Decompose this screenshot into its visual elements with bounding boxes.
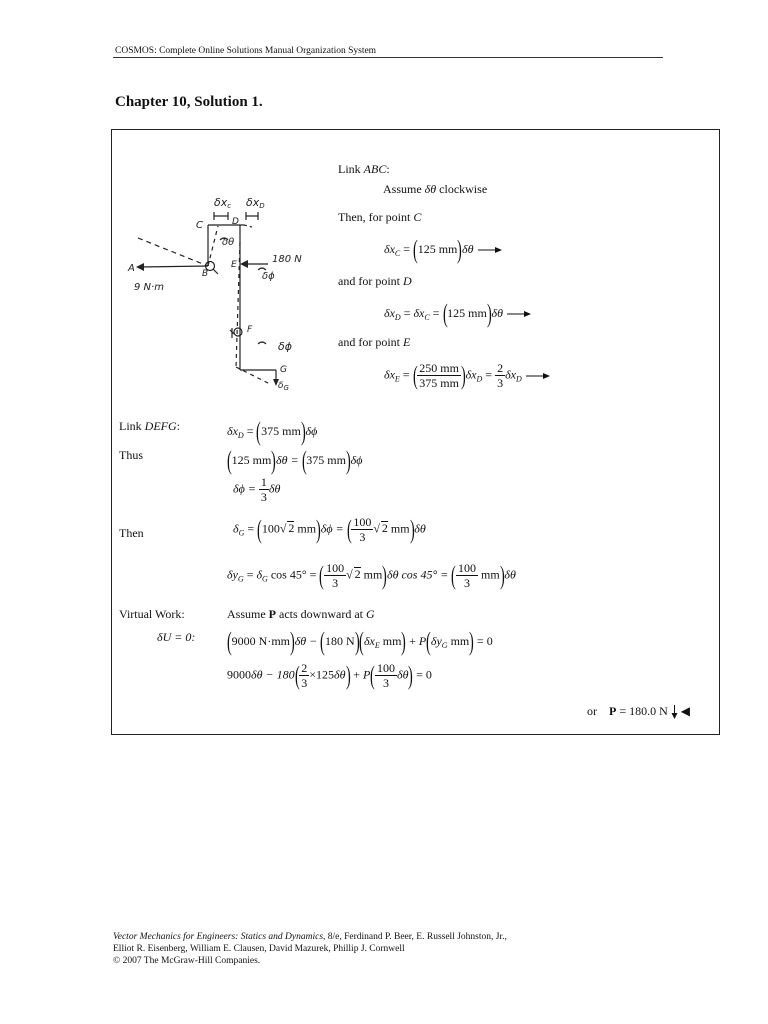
assume-p: Assume P acts downward at G [227,607,375,621]
page-header: COSMOS: Complete Online Solutions Manual Organization System [115,46,377,56]
fig-moment-label: 9 N·m [134,282,164,293]
eq-virtual-work: (9000 N·mm)δθ − (180 $N)(\delta x_E$ $mm) + P(\delta y_G$ mm) = 0 [226,627,493,656]
eq-dxe: $\delta x_E$ = ( $\frac{250 mm}{375 mm}$ )$\delta x_D$ = $\frac{2}{3}$ $\delta x_D$ [384,362,551,389]
virtual-work-label: Virtual Work: [119,607,185,621]
footer-line-3: © 2007 The McGraw-Hill Companies. [113,956,261,966]
eq-dxc: $\delta x_C = (125$ mm)δθ [384,237,503,263]
down-arrow-icon [671,705,678,719]
then-point-c: Then, for point C [338,210,422,224]
fig-c-label: C [196,220,203,231]
svg-text:δG: $\delta_G$ [278,381,289,392]
eq-thus: (125 mm)δθ = (375 mm)δϕ [226,446,363,475]
eq-dxd: $\delta x_D = \delta x_C = (125$ mm)δθ [384,301,532,327]
right-arrow-icon [506,310,532,318]
eq-dyg: $\delta y_G = \delta_G$ cos 45° = ( $\frac{100}{3}$ √ 2 mm)δθ cos 45° = ( $\frac{100}{3}$ mm)δθ [227,560,516,590]
footer-line-2: Elliot R. Eisenberg, William E. Clausen, David Mazurek, Phillip J. Cornwell [113,944,405,954]
answer: or P = 180.0 N ◀ [587,704,691,718]
fig-a-label: A [128,263,135,274]
fig-force-label: 180 N [272,254,302,265]
chapter-title: Chapter 10, Solution 1. [115,94,263,110]
eq-dg: $\delta_G = (100√$ 2 mm)δϕ = ( $\frac{100}{3}$ √ 2 mm)δθ [233,514,426,544]
right-arrow-icon [525,372,551,380]
link-abc-heading: Link ABC: [338,162,390,176]
eq-defg: $\delta x_D = (375$ mm)δϕ [227,417,318,446]
fig-g-label: G [280,365,287,375]
fig-dphi2-label: δϕ [278,340,292,353]
answer-marker-icon: ◀ [680,704,691,718]
and-point-e: and for point E [338,335,411,349]
fig-dphi-label: δϕ [262,271,275,282]
link-defg-heading: Link DEFG: [119,419,181,433]
fig-e-label: E [231,260,237,270]
header-rule [113,57,663,58]
mechanism-figure [118,182,318,397]
du-label: δU = 0: [157,630,196,644]
fig-dxd-label: δx [246,196,260,209]
eq-numeric: 9000δθ − 180( $\frac{2}{3}$ ×125δθ) + P( $\frac{100}{3}$ δθ) = 0 [227,660,432,690]
and-point-d: and for point D [338,274,412,288]
footer-line-1: Vector Mechanics for Engineers: Statics and Dynamics, 8/e, Ferdinand P. Beer, E. Russell Johnston, Jr., [113,932,507,942]
fig-b-label: B [202,269,209,279]
right-arrow-icon [477,246,503,254]
svg-text:δxc: δxc [214,196,232,210]
then-label: Then [119,526,144,540]
assume-dtheta: Assume δθ clockwise [383,182,488,196]
fig-d-label: D [232,217,239,227]
fig-dg-label: δ [278,381,284,391]
fig-dtheta-label: δθ [222,237,235,248]
fig-dxc-label: δx [214,196,228,209]
thus-label: Thus [119,448,143,462]
fig-f-label: F [247,325,253,335]
eq-dphi: δϕ = $\frac{1}{3}$ δθ [233,475,281,504]
svg-text:δxD: δxD [246,196,265,210]
